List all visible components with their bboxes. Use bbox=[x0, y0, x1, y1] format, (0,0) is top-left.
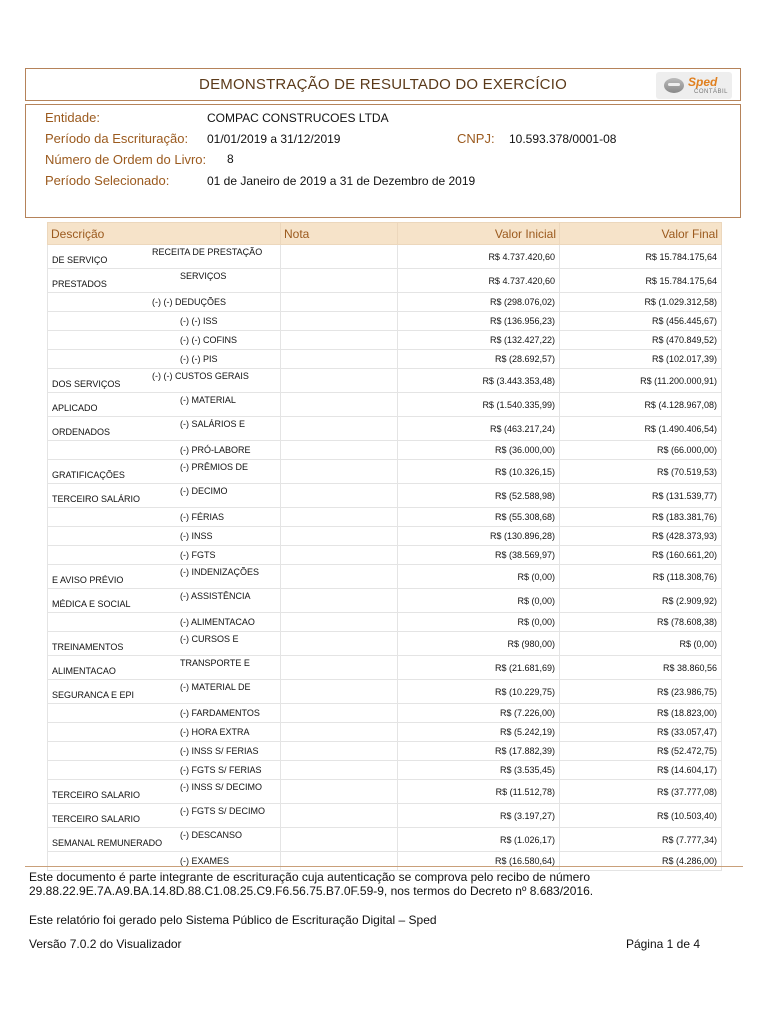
row-valor-inicial: R$ (136.956,23) bbox=[398, 312, 560, 331]
col-header-valor-inicial: Valor Inicial bbox=[398, 223, 560, 245]
col-header-valor-final: Valor Final bbox=[560, 223, 722, 245]
table-row bbox=[48, 804, 722, 828]
row-valor-final: R$ (70.519,53) bbox=[560, 460, 722, 484]
row-description-line1: (-) ALIMENTACAO bbox=[180, 617, 255, 627]
row-description-line1: (-) FGTS S/ FERIAS bbox=[180, 765, 262, 775]
row-description bbox=[48, 680, 281, 704]
row-description bbox=[48, 312, 281, 331]
row-description-line1: (-) INSS S/ DECIMO bbox=[180, 782, 263, 792]
row-valor-inicial: R$ (1.540.335,99) bbox=[398, 393, 560, 417]
row-description-line1: (-) INSS S/ FERIAS bbox=[180, 746, 259, 756]
row-description bbox=[48, 804, 281, 828]
row-description-line1: (-) INSS bbox=[180, 531, 213, 541]
row-valor-inicial: R$ (3.535,45) bbox=[398, 761, 560, 780]
row-description bbox=[48, 852, 281, 871]
row-description-line1: (-) (-) CUSTOS GERAIS bbox=[152, 371, 249, 381]
row-nota bbox=[281, 632, 398, 656]
row-nota bbox=[281, 656, 398, 680]
row-description-line2: SEMANAL REMUNERADO bbox=[52, 838, 163, 848]
table-row bbox=[48, 780, 722, 804]
row-description-line2: DOS SERVIÇOS bbox=[52, 379, 121, 389]
row-description-line1: (-) FARDAMENTOS bbox=[180, 708, 260, 718]
row-valor-inicial: R$ 4.737.420,60 bbox=[398, 245, 560, 269]
row-description-line1: TRANSPORTE E bbox=[180, 658, 250, 668]
row-description-line2: MÉDICA E SOCIAL bbox=[52, 599, 131, 609]
row-valor-final: R$ (78.608,38) bbox=[560, 613, 722, 632]
table-row bbox=[48, 632, 722, 656]
row-description-line1: (-) HORA EXTRA bbox=[180, 727, 250, 737]
row-nota bbox=[281, 417, 398, 441]
dre-table bbox=[47, 222, 722, 871]
authentication-text-line2: 29.88.22.9E.7A.A9.BA.14.8D.88.C1.08.25.C9.F6.56.75.B7.0F.59-9, nos termos do Decreto nº 8.683/2016. bbox=[29, 884, 594, 898]
row-valor-final: R$ (33.057,47) bbox=[560, 723, 722, 742]
table-row bbox=[48, 508, 722, 527]
table-row bbox=[48, 761, 722, 780]
table-row bbox=[48, 565, 722, 589]
table-row bbox=[48, 656, 722, 680]
periodo-selecionado-value: 01 de Janeiro de 2019 a 31 de Dezembro de 2019 bbox=[207, 174, 476, 188]
row-valor-final: R$ (118.308,76) bbox=[560, 565, 722, 589]
row-description bbox=[48, 613, 281, 632]
row-valor-final: R$ (52.472,75) bbox=[560, 742, 722, 761]
row-description-line1: (-) PRÓ-LABORE bbox=[180, 445, 251, 455]
row-valor-inicial: R$ (0,00) bbox=[398, 613, 560, 632]
row-valor-inicial: R$ (21.681,69) bbox=[398, 656, 560, 680]
row-description bbox=[48, 331, 281, 350]
row-valor-final: R$ (10.503,40) bbox=[560, 804, 722, 828]
row-valor-final: R$ (18.823,00) bbox=[560, 704, 722, 723]
row-description bbox=[48, 828, 281, 852]
report-title-box bbox=[25, 68, 741, 101]
row-valor-inicial: R$ (463.217,24) bbox=[398, 417, 560, 441]
row-description-line1: RECEITA DE PRESTAÇÃO bbox=[152, 247, 263, 257]
row-nota bbox=[281, 393, 398, 417]
row-nota bbox=[281, 312, 398, 331]
col-header-descricao: Descrição bbox=[48, 223, 281, 245]
table-row bbox=[48, 828, 722, 852]
row-description-line2: GRATIFICAÇÕES bbox=[52, 470, 125, 480]
periodo-label: Período da Escrituração: bbox=[45, 131, 189, 146]
row-description bbox=[48, 393, 281, 417]
row-nota bbox=[281, 565, 398, 589]
row-nota bbox=[281, 761, 398, 780]
row-valor-inicial: R$ (3.443.353,48) bbox=[398, 369, 560, 393]
table-row bbox=[48, 350, 722, 369]
row-description-line1: (-) CURSOS E bbox=[180, 634, 239, 644]
row-description-line2: TERCEIRO SALARIO bbox=[52, 814, 141, 824]
row-nota bbox=[281, 508, 398, 527]
row-description-line2: ALIMENTACAO bbox=[52, 666, 116, 676]
row-nota bbox=[281, 852, 398, 871]
row-description-line2: SEGURANCA E EPI bbox=[52, 690, 135, 700]
row-description bbox=[48, 656, 281, 680]
row-description bbox=[48, 484, 281, 508]
row-description bbox=[48, 704, 281, 723]
row-description bbox=[48, 350, 281, 369]
row-valor-inicial: R$ (10.229,75) bbox=[398, 680, 560, 704]
row-nota bbox=[281, 828, 398, 852]
row-nota bbox=[281, 350, 398, 369]
row-description bbox=[48, 508, 281, 527]
viewer-version: Versão 7.0.2 do Visualizador bbox=[29, 937, 182, 951]
row-valor-final: R$ (183.381,76) bbox=[560, 508, 722, 527]
sped-logo-text: Sped bbox=[688, 75, 718, 89]
row-valor-inicial: R$ (10.326,15) bbox=[398, 460, 560, 484]
row-valor-final: R$ (102.017,39) bbox=[560, 350, 722, 369]
row-nota bbox=[281, 589, 398, 613]
table-row bbox=[48, 527, 722, 546]
table-row bbox=[48, 460, 722, 484]
row-valor-final: R$ (2.909,92) bbox=[560, 589, 722, 613]
row-description bbox=[48, 780, 281, 804]
periodo-selecionado-label: Período Selecionado: bbox=[45, 173, 170, 188]
page-number: Página 1 de 4 bbox=[625, 937, 700, 951]
table-row bbox=[48, 245, 722, 269]
row-description bbox=[48, 632, 281, 656]
cnpj-label: CNPJ: bbox=[457, 131, 495, 146]
row-description bbox=[48, 245, 281, 269]
row-description-line1: (-) ASSISTÊNCIA bbox=[180, 591, 251, 601]
row-valor-final: R$ (131.539,77) bbox=[560, 484, 722, 508]
table-row bbox=[48, 680, 722, 704]
ordem-value: 8 bbox=[227, 152, 234, 166]
sped-logo-icon bbox=[664, 78, 684, 93]
row-valor-inicial: R$ (55.308,68) bbox=[398, 508, 560, 527]
row-nota bbox=[281, 460, 398, 484]
row-nota bbox=[281, 613, 398, 632]
row-description-line1: (-) PRÊMIOS DE bbox=[180, 462, 249, 472]
row-valor-inicial: R$ (17.882,39) bbox=[398, 742, 560, 761]
row-valor-inicial: R$ (298.076,02) bbox=[398, 293, 560, 312]
table-row bbox=[48, 293, 722, 312]
row-valor-final: R$ (66.000,00) bbox=[560, 441, 722, 460]
row-description-line1: (-) (-) COFINS bbox=[180, 335, 237, 345]
row-description bbox=[48, 723, 281, 742]
row-description-line1: (-) MATERIAL bbox=[180, 395, 236, 405]
row-valor-final: R$ (4.128.967,08) bbox=[560, 393, 722, 417]
row-valor-final: R$ 15.784.175,64 bbox=[560, 245, 722, 269]
table-row bbox=[48, 613, 722, 632]
row-valor-final: R$ 38.860,56 bbox=[560, 656, 722, 680]
entity-info-box bbox=[25, 104, 741, 218]
periodo-value: 01/01/2019 a 31/12/2019 bbox=[207, 132, 341, 146]
table-header-row bbox=[48, 223, 722, 245]
row-valor-inicial: R$ (130.896,28) bbox=[398, 527, 560, 546]
row-nota bbox=[281, 269, 398, 293]
row-description-line2: APLICADO bbox=[52, 403, 98, 413]
row-nota bbox=[281, 527, 398, 546]
footer-divider bbox=[25, 866, 743, 867]
ordem-label: Número de Ordem do Livro: bbox=[45, 152, 207, 167]
table-row bbox=[48, 723, 722, 742]
row-nota bbox=[281, 704, 398, 723]
row-description-line2: PRESTADOS bbox=[52, 279, 107, 289]
row-description bbox=[48, 369, 281, 393]
row-description-line2: TERCEIRO SALÁRIO bbox=[52, 494, 141, 504]
entidade-label: Entidade: bbox=[45, 110, 100, 125]
table-row bbox=[48, 417, 722, 441]
row-valor-final: R$ (456.445,67) bbox=[560, 312, 722, 331]
table-row bbox=[48, 484, 722, 508]
row-nota bbox=[281, 331, 398, 350]
row-nota bbox=[281, 546, 398, 565]
row-description-line1: (-) (-) DEDUÇÕES bbox=[152, 297, 226, 307]
row-description-line1: (-) SALÁRIOS E bbox=[180, 419, 246, 429]
row-valor-final: R$ (14.604,17) bbox=[560, 761, 722, 780]
row-valor-final: R$ 15.784.175,64 bbox=[560, 269, 722, 293]
row-nota bbox=[281, 369, 398, 393]
cnpj-value: 10.593.378/0001-08 bbox=[509, 132, 617, 146]
row-valor-inicial: R$ (11.512,78) bbox=[398, 780, 560, 804]
row-description bbox=[48, 589, 281, 613]
row-valor-inicial: R$ (16.580,64) bbox=[398, 852, 560, 871]
row-description bbox=[48, 565, 281, 589]
row-description-line2: ORDENADOS bbox=[52, 427, 111, 437]
row-valor-inicial: R$ (0,00) bbox=[398, 565, 560, 589]
row-valor-inicial: R$ (36.000,00) bbox=[398, 441, 560, 460]
row-description bbox=[48, 527, 281, 546]
row-nota bbox=[281, 804, 398, 828]
row-valor-inicial: R$ (132.427,22) bbox=[398, 331, 560, 350]
table-row bbox=[48, 441, 722, 460]
row-description-line1: (-) EXAMES bbox=[180, 856, 230, 866]
row-valor-final: R$ (1.029.312,58) bbox=[560, 293, 722, 312]
entidade-value: COMPAC CONSTRUCOES LTDA bbox=[207, 111, 389, 125]
row-description bbox=[48, 742, 281, 761]
row-description-line2: TERCEIRO SALARIO bbox=[52, 790, 141, 800]
col-header-nota: Nota bbox=[281, 223, 398, 245]
row-description bbox=[48, 417, 281, 441]
row-valor-final: R$ (7.777,34) bbox=[560, 828, 722, 852]
row-description-line1: (-) FÉRIAS bbox=[180, 512, 224, 522]
row-valor-final: R$ (470.849,52) bbox=[560, 331, 722, 350]
row-valor-final: R$ (1.490.406,54) bbox=[560, 417, 722, 441]
row-description bbox=[48, 293, 281, 312]
row-nota bbox=[281, 780, 398, 804]
row-valor-inicial: R$ (28.692,57) bbox=[398, 350, 560, 369]
table-row bbox=[48, 369, 722, 393]
row-valor-final: R$ (23.986,75) bbox=[560, 680, 722, 704]
row-valor-final: R$ (11.200.000,91) bbox=[560, 369, 722, 393]
row-description bbox=[48, 761, 281, 780]
row-nota bbox=[281, 484, 398, 508]
row-nota bbox=[281, 441, 398, 460]
row-valor-inicial: R$ (1.026,17) bbox=[398, 828, 560, 852]
table-row bbox=[48, 312, 722, 331]
row-description bbox=[48, 460, 281, 484]
table-row bbox=[48, 742, 722, 761]
row-nota bbox=[281, 293, 398, 312]
row-description-line1: (-) DESCANSO bbox=[180, 830, 243, 840]
table-row bbox=[48, 852, 722, 871]
row-valor-inicial: R$ (0,00) bbox=[398, 589, 560, 613]
sped-logo bbox=[656, 72, 732, 99]
row-valor-final: R$ (428.373,93) bbox=[560, 527, 722, 546]
row-description bbox=[48, 269, 281, 293]
sped-logo-subtext: CONTÁBIL bbox=[694, 89, 729, 95]
table-row bbox=[48, 704, 722, 723]
row-description-line2: DE SERVIÇO bbox=[52, 255, 108, 265]
row-nota bbox=[281, 245, 398, 269]
table-row bbox=[48, 546, 722, 565]
row-valor-inicial: R$ (38.569,97) bbox=[398, 546, 560, 565]
row-valor-inicial: R$ (980,00) bbox=[398, 632, 560, 656]
row-nota bbox=[281, 723, 398, 742]
table-row bbox=[48, 331, 722, 350]
row-nota bbox=[281, 742, 398, 761]
row-valor-inicial: R$ (7.226,00) bbox=[398, 704, 560, 723]
table-row bbox=[48, 393, 722, 417]
row-description-line1: (-) (-) ISS bbox=[180, 316, 218, 326]
row-valor-inicial: R$ (52.588,98) bbox=[398, 484, 560, 508]
row-description-line2: TREINAMENTOS bbox=[52, 642, 124, 652]
row-description-line1: (-) (-) PIS bbox=[180, 354, 218, 364]
row-valor-final: R$ (4.286,00) bbox=[560, 852, 722, 871]
row-valor-final: R$ (160.661,20) bbox=[560, 546, 722, 565]
row-description-line1: (-) FGTS bbox=[180, 550, 216, 560]
row-valor-final: R$ (0,00) bbox=[560, 632, 722, 656]
authentication-text-line1: Este documento é parte integrante de escrituração cuja autenticação se comprova pelo recibo de número bbox=[29, 870, 590, 884]
row-description bbox=[48, 441, 281, 460]
table-row bbox=[48, 269, 722, 293]
row-description bbox=[48, 546, 281, 565]
row-description-line1: (-) MATERIAL DE bbox=[180, 682, 251, 692]
row-nota bbox=[281, 680, 398, 704]
row-valor-final: R$ (37.777,08) bbox=[560, 780, 722, 804]
row-valor-inicial: R$ (5.242,19) bbox=[398, 723, 560, 742]
row-description-line1: (-) FGTS S/ DECIMO bbox=[180, 806, 265, 816]
row-description-line1: (-) DECIMO bbox=[180, 486, 228, 496]
row-valor-inicial: R$ (3.197,27) bbox=[398, 804, 560, 828]
row-description-line1: (-) INDENIZAÇÕES bbox=[180, 567, 260, 577]
table-row bbox=[48, 589, 722, 613]
generated-by-text: Este relatório foi gerado pelo Sistema Público de Escrituração Digital – Sped bbox=[29, 913, 437, 927]
report-title: DEMONSTRAÇÃO DE RESULTADO DO EXERCÍCIO bbox=[199, 76, 567, 93]
row-description-line1: SERVIÇOS bbox=[180, 271, 227, 281]
row-description-line2: E AVISO PRÉVIO bbox=[52, 575, 124, 585]
row-valor-inicial: R$ 4.737.420,60 bbox=[398, 269, 560, 293]
